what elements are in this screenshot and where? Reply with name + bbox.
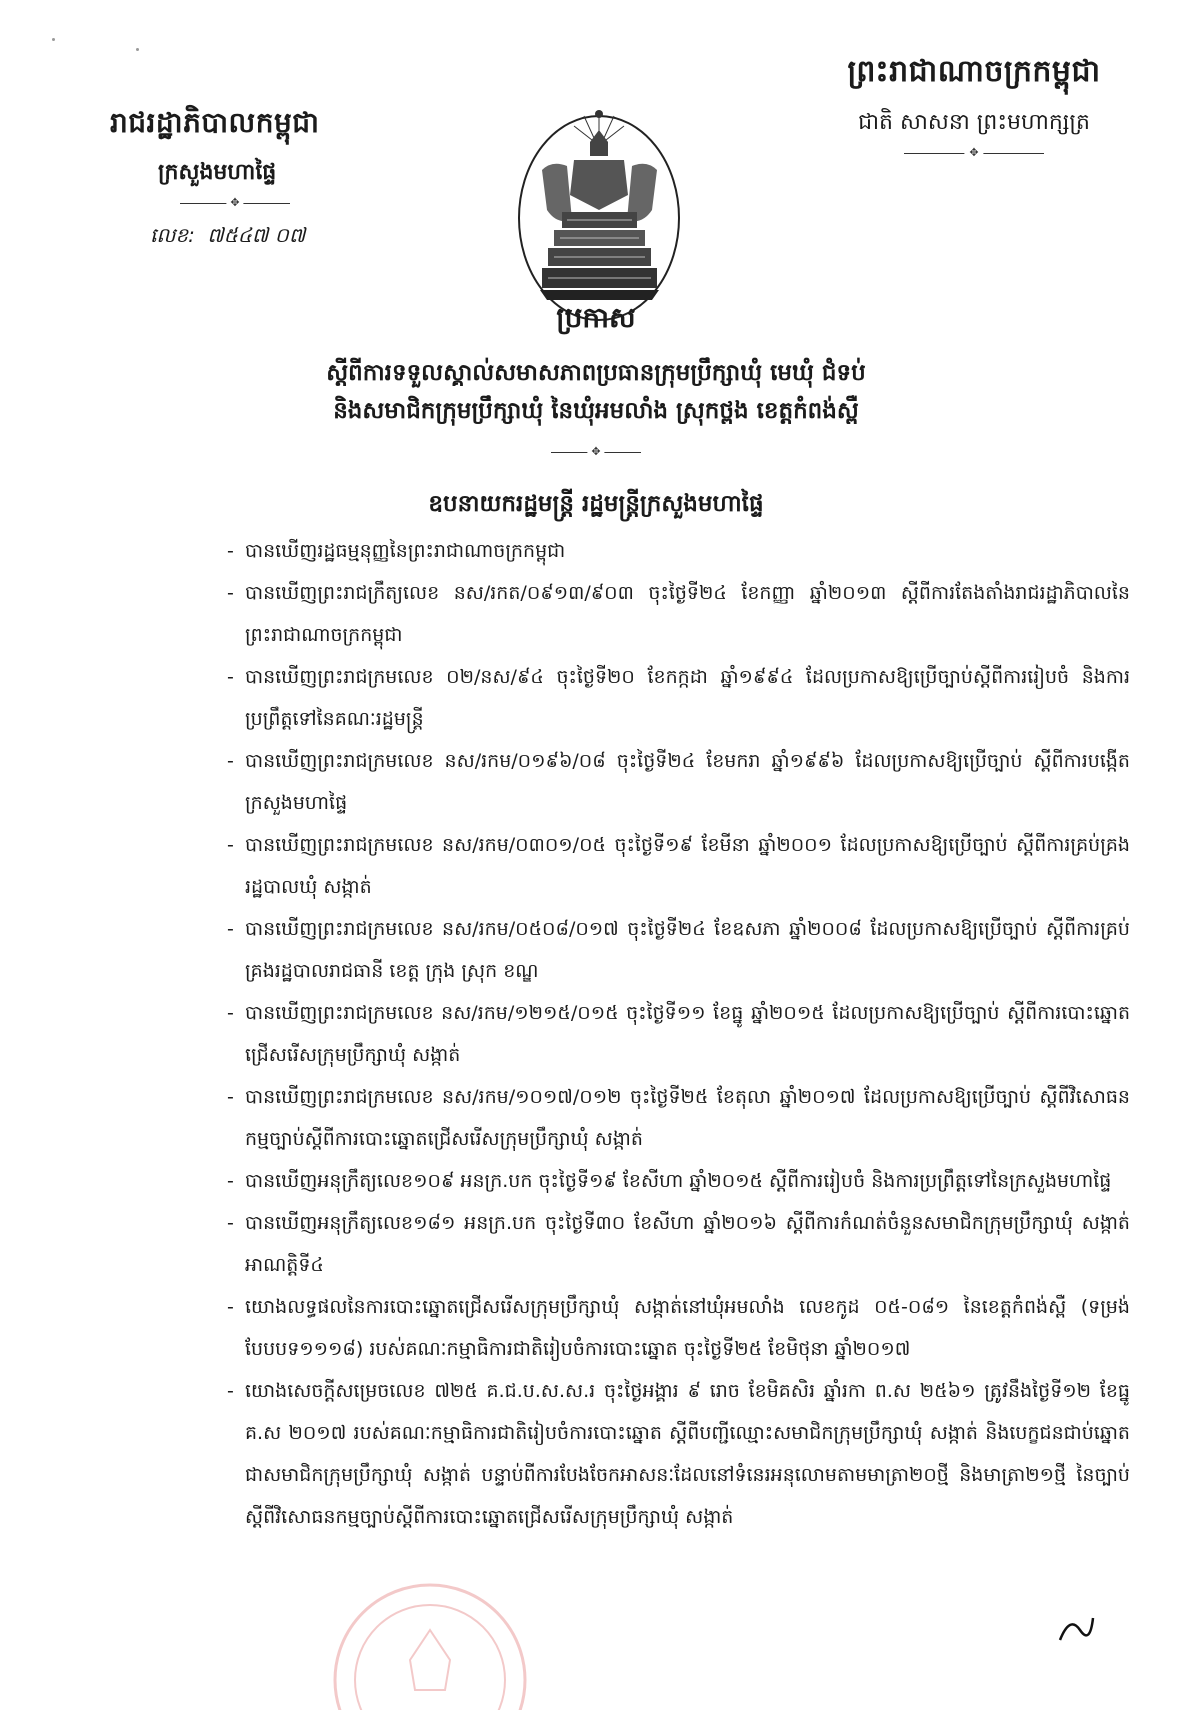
dash-bullet: - — [227, 750, 234, 772]
signature-mark-icon — [1055, 1610, 1095, 1650]
kingdom-motto: ជាតិ សាសនា ព្រះមហាក្សត្រ — [858, 110, 1090, 135]
list-item — [227, 1286, 1130, 1370]
scan-speck — [136, 48, 139, 51]
dash-bullet: - — [227, 1296, 234, 1318]
list-item — [227, 824, 1130, 908]
list-item-text: បានឃើញព្រះរាជក្រមលេខ ០២/នស/៩៤ ចុះថ្ងៃទី២០ ខែកក្កដា ឆ្នាំ១៩៩៤ ដែលប្រកាសឱ្យប្រើច្បាប់ស្តីពីការរៀបចំ និងការប្រព្រឹត្តទៅនៃគណៈរដ្ឋមន្ត្រី — [245, 666, 1130, 730]
list-item-text: បានឃើញអនុក្រឹត្យលេខ១០៩ អនក្រ.បក ចុះថ្ងៃទី១៩ ខែសីហា ឆ្នាំ២០១៥ ស្តីពីការរៀបចំ និងការប្រព្រឹត្តទៅនៃក្រសួងមហាផ្ទៃ — [245, 1170, 1112, 1192]
government-title: រាជរដ្ឋាភិបាលកម្ពុជា — [110, 106, 320, 139]
document-subject — [150, 355, 1042, 431]
subject-line-2: និងសមាជិកក្រុមប្រឹក្សាឃុំ នៃឃុំអមលាំង ស្រុកថ្ពង ខេត្តកំពង់ស្ពឺ — [333, 397, 859, 424]
dash-bullet: - — [227, 1086, 234, 1108]
dash-bullet: - — [227, 1170, 234, 1192]
title-ornament — [551, 444, 641, 458]
dash-bullet: - — [227, 540, 234, 562]
list-item — [227, 740, 1130, 824]
dash-bullet: - — [227, 918, 234, 940]
list-item — [227, 908, 1130, 992]
ministry-name: ក្រសួងមហាផ្ទៃ — [158, 160, 277, 185]
dash-bullet: - — [227, 666, 234, 688]
motto-ornament — [904, 146, 1044, 159]
dash-bullet: - — [227, 582, 234, 604]
scan-speck — [52, 38, 55, 41]
list-item-text: យោងលទ្ធផលនៃការបោះឆ្នោតជ្រើសរើសក្រុមប្រឹក្សាឃុំ សង្កាត់នៅឃុំអមលាំង លេខកូដ ០៥-០៨១ នៃខេត្តកំពង់ស្ពឺ (ទម្រង់បែបបទ១១១៨) របស់គណៈកម្មាធិការជាតិរៀបចំការបោះឆ្នោត ចុះថ្ងៃទី២៥ ខែមិថុនា ឆ្នាំ២០១៧ — [245, 1296, 1130, 1360]
list-item-text: យោងសេចក្តីសម្រេចលេខ ៧២៥ គ.ជ.ប.ស.ស.រ ចុះថ្ងៃអង្គារ ៩ រោច ខែមិគសិរ ឆ្នាំរកា ព.ស ២៥៦១ ត្រូវនឹងថ្ងៃទី១២ ខែធ្នូ គ.ស ២០១៧ របស់គណៈកម្មាធិការជាតិរៀបចំការបោះឆ្នោត ស្តីពីបញ្ជីឈ្មោះសមាជិកក្រុមប្រឹក្សាឃុំ សង្កាត់ និងបេក្ខជនជាប់ឆ្នោតជាសមាជិកក្រុមប្រឹក្សាឃុំ សង្កាត់ បន្ទាប់ពីការបែងចែកអាសនៈដែលនៅទំនេរអនុលោមតាមមាត្រា២០ថ្មី និងមាត្រា២១ថ្មី នៃច្បាប់ ស្តីពីវិសោធនកម្មច្បាប់ស្តីពីការបោះឆ្នោតជ្រើសរើសក្រុមប្រឹក្សាឃុំ សង្កាត់ — [245, 1380, 1130, 1528]
list-item — [227, 1160, 1130, 1202]
ministry-header — [110, 105, 390, 252]
ornament-icon: ✥ — [964, 146, 983, 159]
list-item — [227, 1370, 1130, 1538]
royal-emblem-icon — [512, 100, 687, 325]
dash-bullet: - — [227, 1212, 234, 1234]
kingdom-title: ព្រះរាជាណាចក្រកម្ពុជា — [847, 54, 1101, 89]
dash-bullet: - — [227, 1002, 234, 1024]
document-type: ប្រកាស — [556, 301, 636, 334]
list-item-text: បានឃើញព្រះរាជក្រមលេខ នស/រកម/០១៩៦/០៨ ចុះថ្ងៃទី២៤ ខែមករា ឆ្នាំ១៩៩៦ ដែលប្រកាសឱ្យប្រើច្បាប់ ស្តីពីការបង្កើតក្រសួងមហាផ្ទៃ — [245, 750, 1130, 814]
list-item-text: បានឃើញព្រះរាជក្រមលេខ នស/រកម/០៥០៨/០១៧ ចុះថ្ងៃទី២៤ ខែឧសភា ឆ្នាំ២០០៨ ដែលប្រកាសឱ្យប្រើច្បាប់ ស្តីពីការគ្រប់គ្រងរដ្ឋបាលរាជធានី ខេត្ត ក្រុង ស្រុក ខណ្ឌ — [245, 918, 1130, 982]
ornament-icon: ✥ — [226, 196, 243, 209]
title-block — [150, 300, 1042, 457]
reference-number-row — [150, 222, 390, 252]
list-item — [227, 656, 1130, 740]
list-item-text: បានឃើញព្រះរាជក្រមលេខ នស/រកម/០៣០១/០៥ ចុះថ្ងៃទី១៩ ខែមីនា ឆ្នាំ២០០១ ដែលប្រកាសឱ្យប្រើច្បាប់ ស្តីពីការគ្រប់គ្រងរដ្ឋបាលឃុំ សង្កាត់ — [245, 834, 1130, 898]
issuer-title: ឧបនាយករដ្ឋមន្ត្រី រដ្ឋមន្ត្រីក្រសួងមហាផ្ទៃ — [428, 491, 764, 517]
list-item-text: បានឃើញអនុក្រឹត្យលេខ១៨១ អនក្រ.បក ចុះថ្ងៃទី៣០ ខែសីហា ឆ្នាំ២០១៦ ស្តីពីការកំណត់ចំនួនសមាជិកក្រុមប្រឹក្សាឃុំ សង្កាត់អាណត្តិទី៤ — [245, 1212, 1130, 1276]
reference-label: លេខ: — [150, 223, 195, 247]
list-item — [227, 530, 1130, 572]
dash-bullet: - — [227, 834, 234, 856]
list-item-text: បានឃើញព្រះរាជក្រមលេខ នស/រកម/១២១៥/០១៥ ចុះថ្ងៃទី១១ ខែធ្នូ ឆ្នាំ២០១៥ ដែលប្រកាសឱ្យប្រើច្បាប់ ស្តីពីការបោះឆ្នោតជ្រើសរើសក្រុមប្រឹក្សាឃុំ សង្កាត់ — [245, 1002, 1130, 1066]
red-seal-stamp-icon — [330, 1580, 530, 1710]
list-item — [227, 992, 1130, 1076]
kingdom-header — [814, 52, 1134, 158]
list-item-text: បានឃើញព្រះរាជក្រមលេខ នស/រកម/១០១៧/០១២ ចុះថ្ងៃទី២៥ ខែតុលា ឆ្នាំ២០១៧ ដែលប្រកាសឱ្យប្រើច្បាប់ ស្តីពីវិសោធនកម្មច្បាប់ស្តីពីការបោះឆ្នោតជ្រើសរើសក្រុមប្រឹក្សាឃុំ សង្កាត់ — [245, 1086, 1130, 1150]
list-item — [227, 1076, 1130, 1160]
dash-bullet: - — [227, 1380, 234, 1402]
recitals-list — [227, 530, 1130, 1538]
subject-line-1: ស្តីពីការទទួលស្គាល់សមាសភាពប្រធានក្រុមប្រឹក្សាឃុំ មេឃុំ ជំទប់ — [326, 360, 866, 386]
list-item — [227, 1202, 1130, 1286]
ministry-ornament — [180, 196, 290, 209]
list-item-text: បានឃើញព្រះរាជក្រឹត្យលេខ នស/រកត/០៩១៣/៩០៣ ចុះថ្ងៃទី២៤ ខែកញ្ញា ឆ្នាំ២០១៣ ស្តីពីការតែងតាំងរាជរដ្ឋាភិបាលនៃព្រះរាជាណាចក្រកម្ពុជា — [245, 582, 1130, 646]
reference-number: ៧៥៤៧ ០៧ — [207, 223, 306, 247]
list-item — [227, 572, 1130, 656]
ornament-icon: ✥ — [587, 445, 604, 458]
list-item-text: បានឃើញរដ្ឋធម្មនុញ្ញនៃព្រះរាជាណាចក្រកម្ពុជា — [245, 540, 566, 562]
